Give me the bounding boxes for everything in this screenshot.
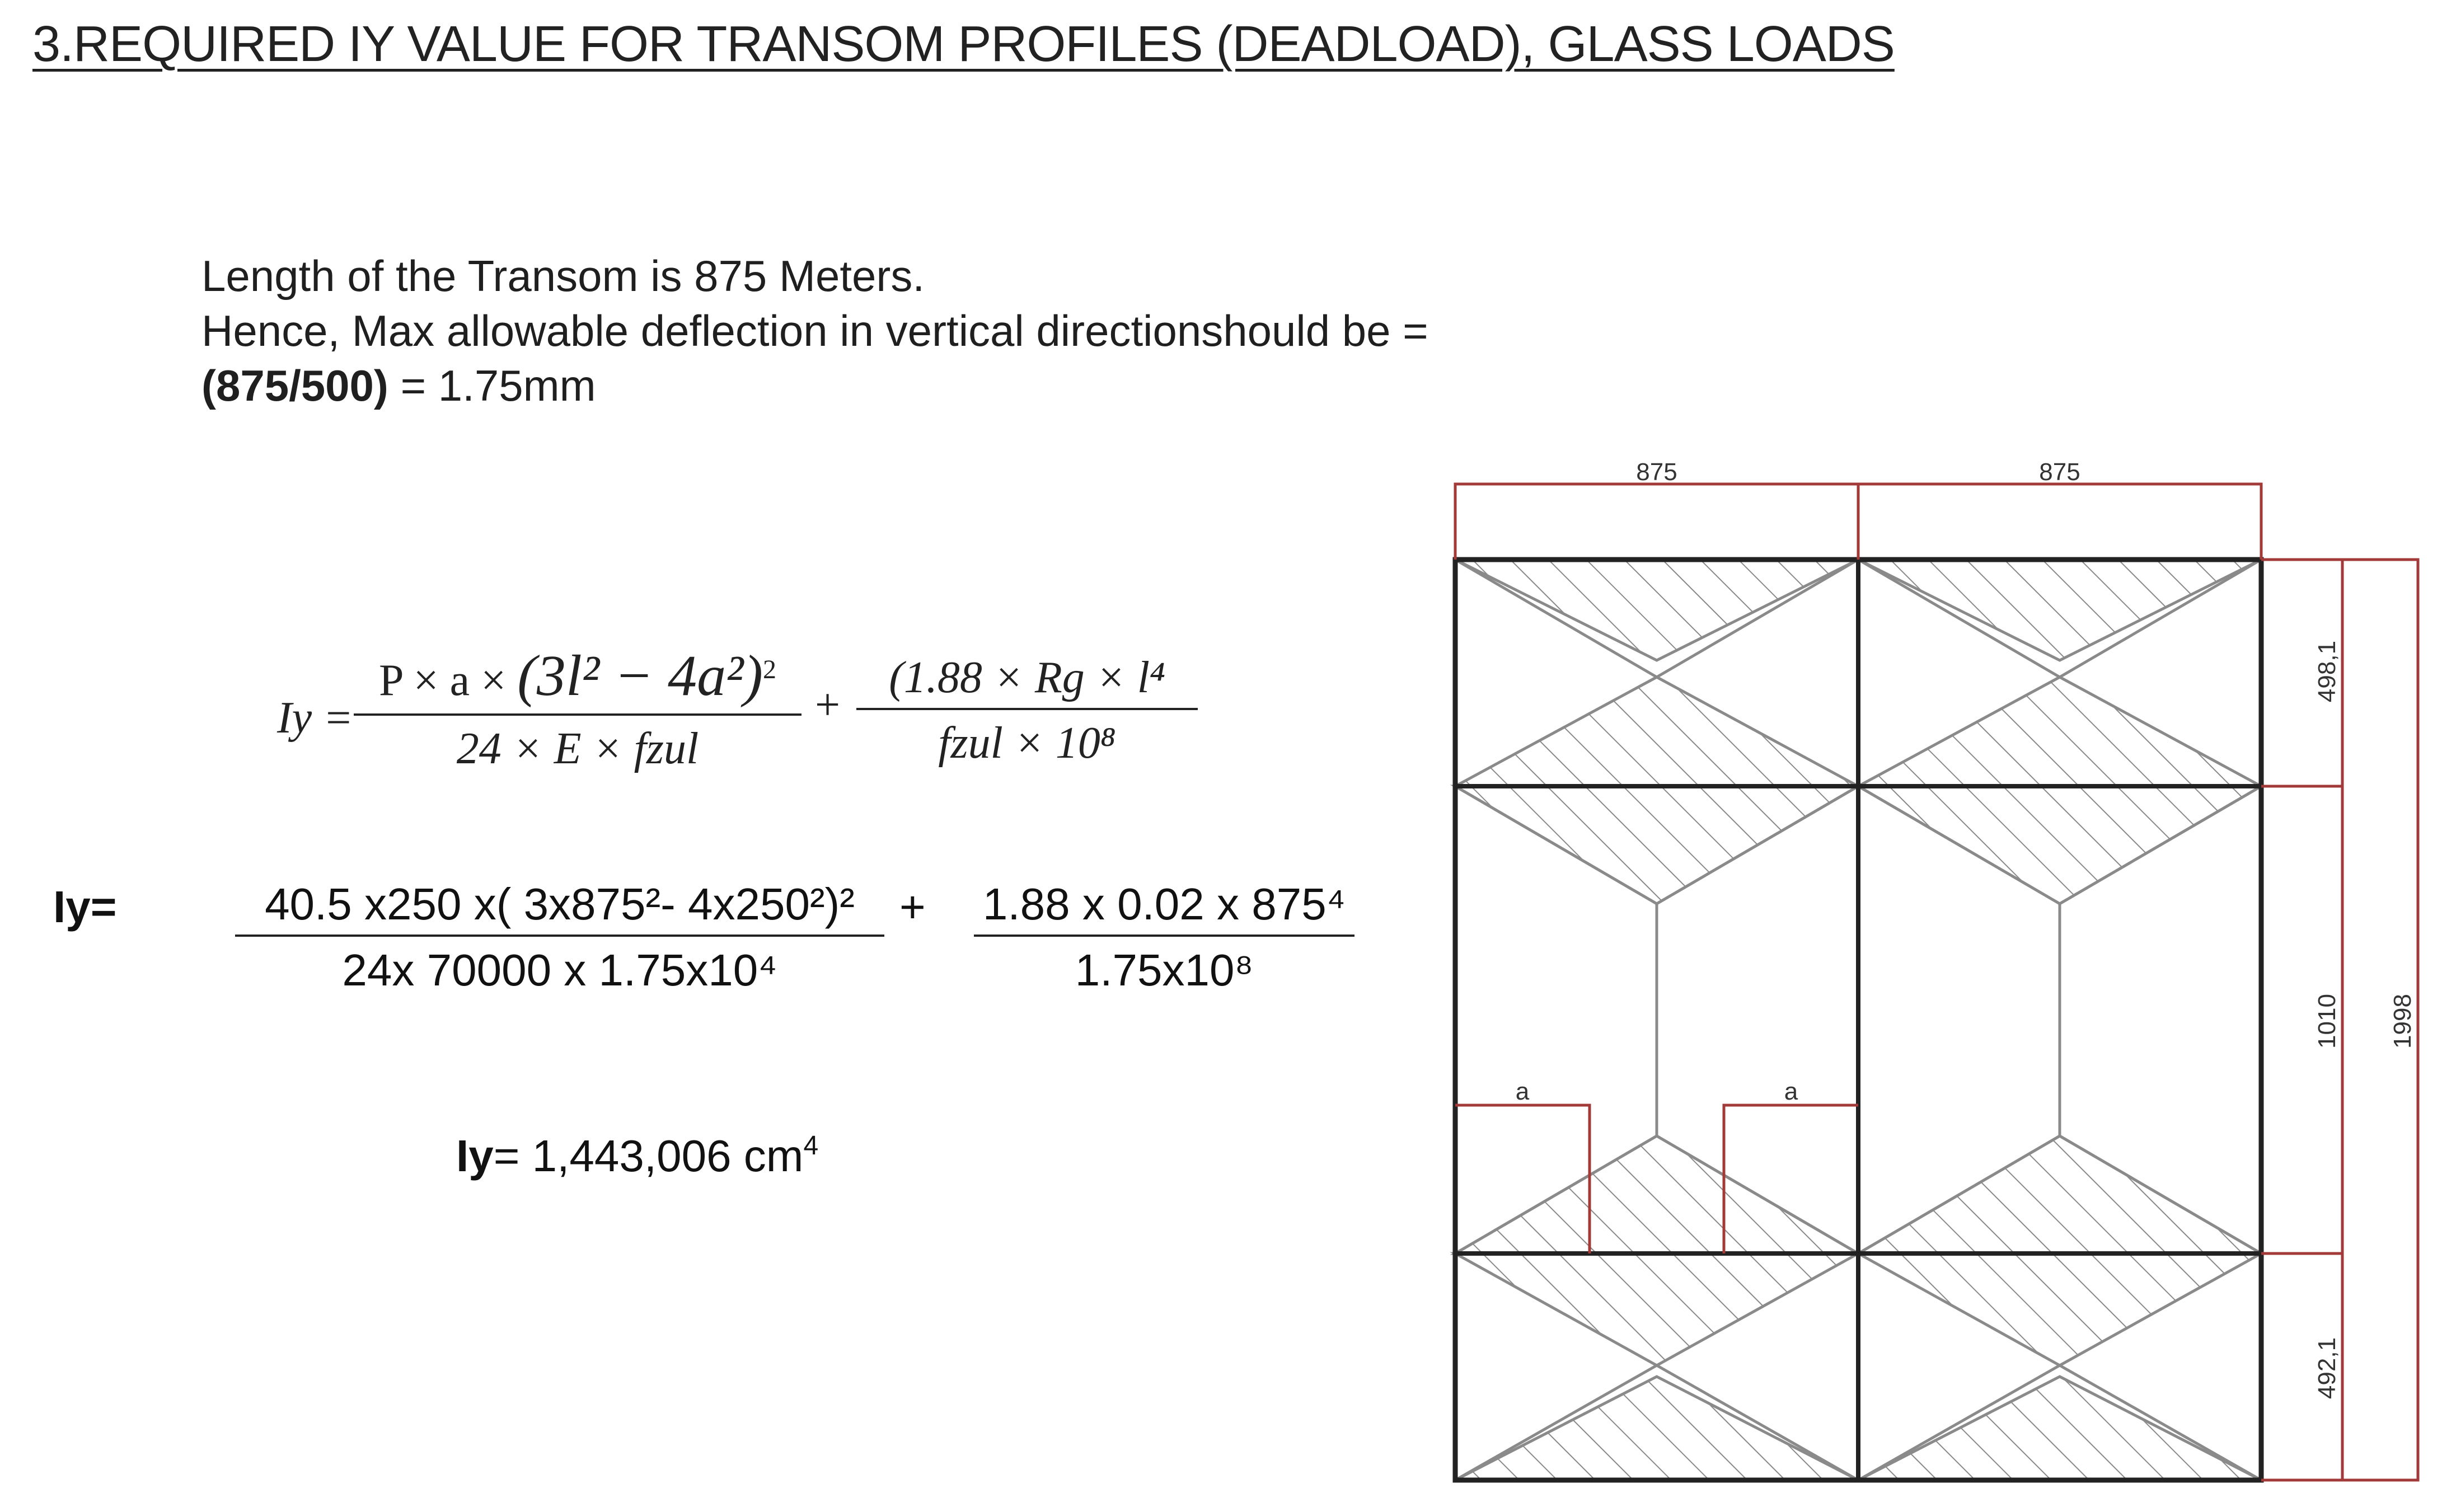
intro-ratio: (875/500) [201, 361, 388, 410]
intro-line-1: Length of the Transom is 875 Meters. [201, 251, 925, 300]
substituted-term2-numerator: 1.88 x 0.02 x 875⁴ [974, 879, 1354, 937]
intro-result: = 1.75mm [388, 361, 596, 410]
substituted-lhs: Iy= [53, 882, 117, 932]
dim-side-mid: 1010 [2313, 994, 2341, 1049]
mark-a-left: a [1515, 1078, 1530, 1105]
result-exp: 4 [803, 1130, 819, 1161]
formula-term1-num-b: (3l² − 4a²) [517, 644, 763, 708]
intro-line-2: Hence, Max allowable deflection in vertical directionshould be = [201, 306, 1428, 355]
formula-term2-denominator: fzul × 10⁸ [938, 719, 1116, 768]
result-label: Iy [456, 1131, 494, 1181]
mark-a-right: a [1784, 1078, 1798, 1105]
result-value: = 1,443,006 cm [493, 1131, 804, 1181]
dim-top-right: 875 [2039, 458, 2080, 486]
curtain-wall-frame [1455, 560, 2261, 1480]
substituted-term2-denominator: 1.75x10⁸ [1075, 945, 1254, 995]
dim-side-total: 1998 [2389, 994, 2416, 1049]
dim-top-left: 875 [1636, 458, 1677, 486]
dim-side-top: 498,1 [2313, 640, 2341, 703]
formula-term2-numerator: (1.88 × Rg × l⁴ [856, 652, 1198, 710]
formula-lhs: Iy = [277, 693, 354, 743]
formula-term1-exp: 2 [762, 654, 776, 684]
substituted-term1-numerator: 40.5 x250 x( 3x875²- 4x250²)² [235, 879, 884, 937]
dim-side-bottom: 492,1 [2313, 1337, 2341, 1400]
formula-term1-denominator: 24 × E × fzul [456, 724, 699, 773]
substituted-term1-denominator: 24x 70000 x 1.75x10⁴ [342, 945, 777, 995]
substituted-plus: + [899, 882, 926, 932]
formula-term1-num-a: P × a × [379, 656, 507, 705]
page-heading: 3.REQUIRED IY VALUE FOR TRANSOM PROFILES (DEADLOAD), GLASS LOADS [32, 16, 1895, 72]
formula-plus: + [815, 680, 841, 730]
